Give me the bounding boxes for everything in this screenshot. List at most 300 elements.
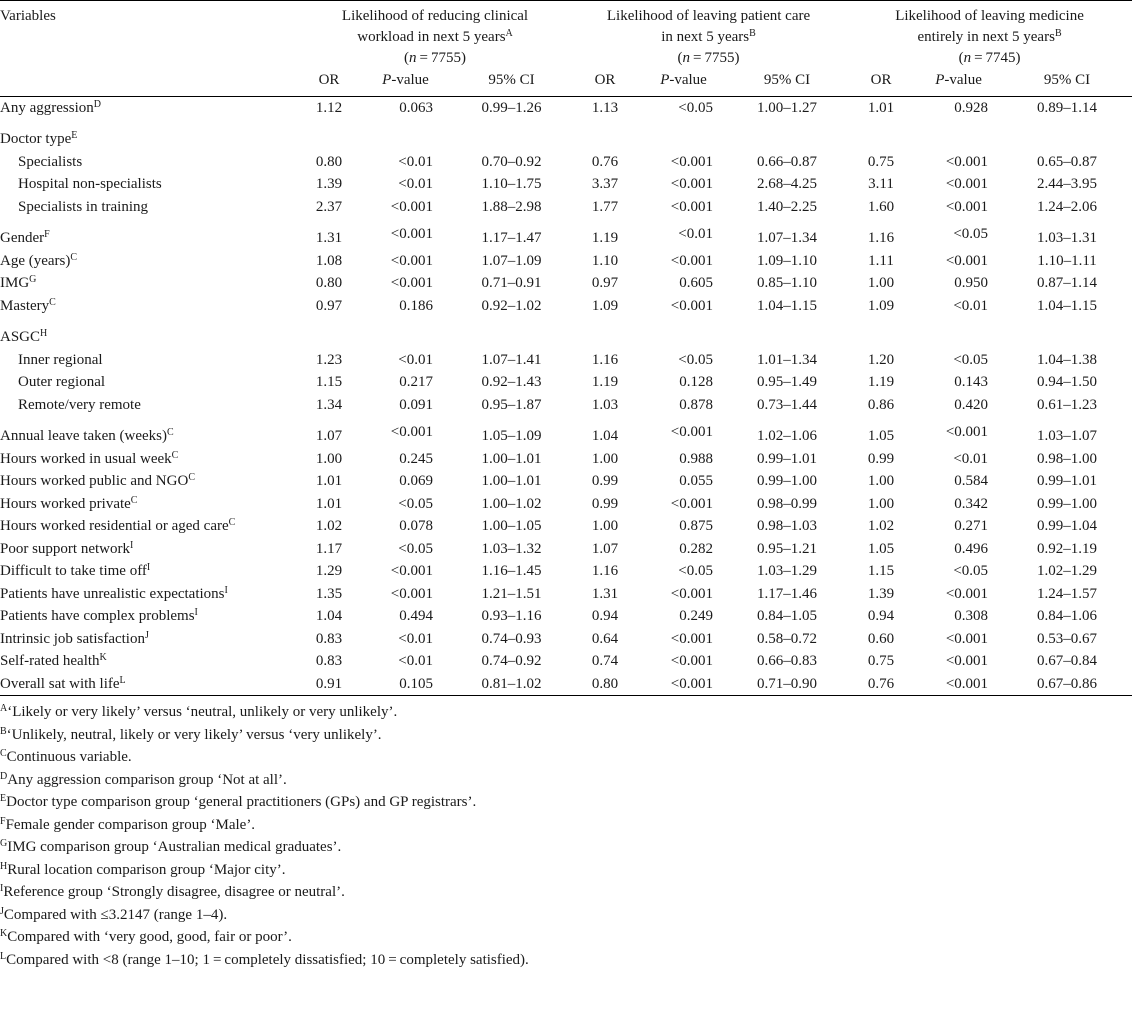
p-value-cell: <0.01 [678, 225, 714, 242]
row-label [0, 317, 300, 349]
p-value-column-header [640, 69, 727, 96]
odds-ratio-cell: 0.97 [315, 297, 343, 314]
group-footnote-marker: B [1054, 28, 1062, 39]
confidence-interval-cell: 1.21–1.51 [481, 585, 542, 602]
row-label-text: Specialists [18, 153, 83, 170]
p-value-cell: <0.001 [390, 423, 433, 440]
confidence-interval-cell: 1.00–1.01 [481, 473, 542, 489]
table-row [0, 628, 1132, 651]
row-label [0, 650, 300, 673]
p-value-cell: <0.001 [670, 153, 714, 170]
odds-ratio-cell: 0.75 [867, 153, 895, 170]
p-value-cell: <0.001 [945, 176, 989, 192]
footnote [0, 859, 1132, 882]
odds-ratio-cell: 0.97 [591, 275, 619, 291]
row-label [0, 673, 300, 696]
p-value-cell: <0.05 [398, 495, 433, 512]
p-value-cell: 0.063 [399, 99, 433, 116]
confidence-interval-cell [1002, 119, 1132, 151]
row-label [0, 371, 300, 394]
table-row [0, 349, 1132, 372]
p-value-cell: 0.496 [954, 540, 989, 557]
confidence-interval-cell: 0.84–1.06 [1037, 608, 1098, 624]
odds-ratio-cell: 1.00 [315, 450, 343, 467]
confidence-interval-cell: 1.88–2.98 [481, 198, 542, 215]
row-label-text: Age (years) [0, 252, 71, 269]
p-value-cell: <0.001 [640, 673, 727, 696]
p-value-cell: 0.128 [679, 374, 714, 390]
odds-ratio-cell: 0.94 [867, 608, 895, 624]
odds-ratio-cell: 1.09 [591, 297, 619, 314]
group-title-line1: Likelihood of leaving medicine [895, 8, 1084, 24]
p-value-column-header [915, 69, 1002, 96]
p-value-cell: <0.05 [953, 563, 989, 579]
p-value-cell: 0.605 [679, 275, 714, 291]
confidence-interval-cell: 0.95–1.87 [481, 396, 542, 413]
confidence-interval-cell: 0.93–1.16 [481, 608, 542, 624]
confidence-interval-cell: 1.40–2.25 [757, 198, 818, 215]
p-value-cell: 0.950 [954, 275, 989, 291]
footnote-marker: B [0, 725, 7, 737]
footnote-text: Reference group ‘Strongly disagree, disagree or neutral’. [3, 884, 345, 900]
p-value-cell: 0.245 [399, 450, 433, 467]
footnote-marker: H [0, 860, 8, 872]
odds-ratio-cell: 0.83 [315, 653, 343, 669]
table-row [0, 317, 1132, 349]
table-row [0, 493, 1132, 516]
confidence-interval-cell: 1.10–1.75 [481, 176, 542, 192]
odds-ratio-cell: 1.23 [315, 351, 343, 368]
confidence-interval-cell: 0.92–1.19 [1037, 540, 1098, 557]
footnote-marker: G [29, 274, 37, 285]
odds-ratio-cell: 1.34 [315, 396, 343, 413]
confidence-interval-cell: 1.03–1.29 [757, 563, 818, 579]
odds-ratio-cell: 1.39 [867, 585, 895, 602]
confidence-interval-cell: 0.58–0.72 [757, 630, 818, 647]
row-label-text: Remote/very remote [18, 396, 141, 413]
p-value-cell: 0.091 [399, 396, 433, 413]
p-value-cell: <0.01 [953, 450, 989, 467]
p-value-cell [358, 119, 453, 151]
footnote-text: ‘Likely or very likely’ versus ‘neutral, unlikely or very unlikely’. [7, 704, 398, 720]
p-value-cell: <0.001 [945, 198, 989, 215]
footnote-marker: J [144, 629, 149, 641]
row-label-text: Annual leave taken (weeks) [0, 428, 168, 444]
footnote-marker: I [194, 607, 198, 618]
odds-ratio-cell [570, 119, 640, 151]
footnotes [0, 701, 1132, 971]
footnote-marker: I [224, 584, 228, 596]
footnote-text: Female gender comparison group ‘Male’. [5, 816, 256, 833]
confidence-interval-cell: 0.98–1.03 [757, 518, 818, 534]
confidence-interval-cell: 0.67–0.84 [1037, 653, 1098, 669]
row-label [0, 250, 300, 273]
confidence-interval-cell: 0.95–1.21 [757, 540, 818, 557]
confidence-interval-cell: 1.10–1.11 [1037, 252, 1097, 269]
ci-column-header: 95% CI [727, 69, 847, 96]
odds-ratio-cell: 1.15 [315, 374, 343, 390]
p-value-cell: 0.308 [954, 608, 989, 624]
p-value-cell: <0.001 [945, 153, 989, 170]
row-label [0, 448, 300, 471]
odds-ratio-cell: 0.64 [591, 630, 619, 647]
confidence-interval-cell: 1.02–1.06 [757, 428, 818, 444]
p-value-cell: <0.05 [953, 351, 989, 368]
group-title-line2: entirely in next 5 years [917, 29, 1055, 45]
table-row [0, 448, 1132, 471]
footnote-marker: I [146, 562, 151, 573]
confidence-interval-cell: 1.05–1.09 [481, 428, 542, 444]
p-value-cell: <0.001 [670, 630, 714, 647]
confidence-interval-cell: 1.24–2.06 [1037, 198, 1098, 215]
p-value-cell: <0.001 [670, 423, 714, 440]
table-row [0, 583, 1132, 606]
odds-ratio-cell: 1.01 [867, 99, 895, 116]
confidence-interval-cell: 1.03–1.31 [1037, 230, 1098, 246]
footnote-marker: D [0, 770, 8, 782]
sample-size-value: = 7745 [971, 50, 1016, 66]
group-header-leave-medicine: Likelihood of leaving medicine entirely in next 5 years$^B$ (n = 7745) [847, 1, 1132, 70]
row-label [0, 515, 300, 538]
row-label [0, 349, 300, 372]
row-label [0, 119, 300, 151]
confidence-interval-cell: 1.00–1.02 [481, 495, 542, 512]
p-value-cell: <0.001 [390, 225, 433, 242]
footnote-marker: E [0, 793, 7, 804]
p-value-cell: <0.01 [398, 653, 433, 669]
row-label-text: Poor support network [0, 540, 130, 557]
odds-ratio-cell: 1.00 [591, 518, 619, 534]
row-label-text: ASGC [0, 329, 41, 345]
footnote-marker: J [0, 905, 4, 917]
row-label [0, 560, 300, 583]
footnote [0, 791, 1132, 814]
variables-header: Variables [0, 1, 300, 70]
group-header-reduce-workload: Likelihood of reducing clinical workload in next 5 years$^A$ (n = 7755) [300, 1, 570, 70]
footnote-marker: F [44, 229, 50, 240]
odds-ratio-cell: 1.19 [867, 374, 895, 390]
confidence-interval-cell: 0.67–0.86 [1002, 673, 1132, 696]
odds-ratio-cell: 1.04 [315, 608, 343, 624]
footnote-text: Any aggression comparison group ‘Not at all’. [7, 771, 287, 788]
odds-ratio-cell: 1.05 [867, 428, 895, 444]
footnote-marker: A [0, 703, 8, 714]
or-column-header: OR [847, 69, 915, 96]
p-value-cell: <0.001 [945, 423, 989, 440]
confidence-interval-cell: 0.65–0.87 [1037, 153, 1098, 170]
p-value-cell: 0.105 [358, 673, 453, 696]
odds-ratio-cell: 1.29 [315, 563, 343, 579]
row-label-text: Self-rated health [0, 653, 100, 669]
p-value-cell: <0.001 [670, 176, 714, 192]
p-value-cell [640, 119, 727, 151]
table-row [0, 538, 1132, 561]
odds-ratio-cell: 1.60 [867, 198, 895, 215]
p-italic: P [382, 72, 392, 88]
table-row [0, 196, 1132, 219]
odds-ratio-cell [300, 317, 358, 349]
row-label-text: Patients have unrealistic expectations [0, 585, 225, 602]
or-column-header: OR [300, 69, 358, 96]
odds-ratio-cell: 0.75 [867, 653, 895, 669]
sample-size-value: = 7755 [416, 50, 461, 66]
table-row [0, 96, 1132, 119]
odds-ratio-cell: 1.10 [591, 252, 619, 269]
odds-ratio-cell: 1.19 [591, 230, 619, 246]
confidence-interval-cell: 1.04–1.15 [1037, 297, 1098, 314]
p-value-column-header [358, 69, 453, 96]
sample-size-value: = 7755 [690, 50, 735, 66]
table-row [0, 272, 1132, 295]
p-value-cell: <0.05 [678, 563, 714, 579]
p-value-cell [640, 317, 727, 349]
p-value-cell: 0.271 [954, 518, 989, 534]
table-row [0, 470, 1132, 493]
row-label-text: Specialists in training [18, 198, 148, 215]
row-label [0, 218, 300, 250]
p-value-cell: 0.420 [954, 396, 989, 413]
ci-column-header: 95% CI [453, 69, 570, 96]
table-body [0, 96, 1132, 696]
odds-ratio-cell: 1.07 [315, 428, 343, 444]
odds-ratio-cell: 1.16 [591, 351, 619, 368]
footnote-text: Compared with ‘very good, good, fair or poor’. [7, 929, 292, 945]
p-value-cell: <0.001 [390, 275, 433, 291]
odds-ratio-cell: 1.02 [315, 518, 343, 534]
odds-ratio-cell: 3.37 [591, 176, 619, 192]
footnote [0, 746, 1132, 769]
p-value-cell: 0.069 [399, 473, 433, 489]
footnote-marker: C [171, 449, 179, 461]
p-value-cell: <0.001 [670, 495, 714, 512]
ci-column-header: 95% CI [1002, 69, 1132, 96]
confidence-interval-cell: 0.81–1.02 [453, 673, 570, 696]
row-label-text: Inner regional [18, 351, 103, 368]
confidence-interval-cell: 0.99–1.01 [757, 450, 818, 467]
confidence-interval-cell: 1.01–1.34 [757, 351, 818, 368]
p-value-cell: 0.875 [679, 518, 714, 534]
p-value-cell: 0.584 [954, 473, 989, 489]
confidence-interval-cell: 0.99–1.00 [757, 473, 818, 489]
footnote-marker: H [40, 328, 48, 339]
sample-size-label: n [963, 50, 972, 66]
footnote-marker: K [0, 928, 8, 939]
footnote [0, 836, 1132, 859]
odds-ratio-cell: 1.11 [868, 252, 894, 269]
footnote-marker: L [0, 950, 7, 962]
confidence-interval-cell: 2.44–3.95 [1037, 176, 1098, 192]
odds-ratio-cell: 1.31 [591, 585, 619, 602]
row-label-text: Hours worked public and NGO [0, 473, 189, 489]
confidence-interval-cell: 0.98–0.99 [757, 495, 818, 512]
odds-ratio-cell: 1.00 [867, 275, 895, 291]
row-label [0, 583, 300, 606]
odds-ratio-cell: 0.99 [867, 450, 895, 467]
p-value-cell: <0.001 [390, 252, 433, 269]
confidence-interval-cell [727, 119, 847, 151]
p-value-cell: <0.001 [670, 585, 714, 602]
table-row [0, 515, 1132, 538]
odds-ratio-cell: 0.76 [591, 153, 619, 170]
confidence-interval-cell: 1.04–1.38 [1037, 351, 1098, 368]
footnote-marker: C [70, 251, 78, 263]
p-value-cell [915, 119, 1002, 151]
footnote [0, 724, 1132, 747]
p-italic: P [660, 72, 670, 88]
confidence-interval-cell: 0.95–1.49 [757, 374, 818, 390]
table-row [0, 394, 1132, 417]
odds-ratio-cell: 0.99 [591, 495, 619, 512]
confidence-interval-cell: 0.99–1.01 [1037, 473, 1098, 489]
confidence-interval-cell: 0.99–1.26 [481, 99, 542, 116]
confidence-interval-cell: 1.00–1.05 [481, 518, 542, 534]
p-value-cell: 0.988 [679, 450, 714, 467]
footnote [0, 769, 1132, 792]
footnote-text: Continuous variable. [6, 749, 132, 765]
confidence-interval-cell: 1.09–1.10 [757, 252, 818, 269]
confidence-interval-cell: 1.03–1.07 [1037, 428, 1098, 444]
confidence-interval-cell: 1.17–1.46 [757, 585, 818, 602]
row-label [0, 295, 300, 318]
p-value-cell: <0.05 [398, 540, 433, 557]
table-header [0, 1, 1132, 97]
confidence-interval-cell [727, 317, 847, 349]
sample-size-label: n [682, 50, 691, 66]
confidence-interval-cell: 1.03–1.32 [481, 540, 542, 557]
row-label-text: Overall sat with life [0, 675, 120, 692]
footnote-marker: C [167, 427, 174, 438]
footnote-marker: I [0, 883, 4, 894]
p-value-cell: <0.01 [398, 630, 433, 647]
row-label-text: Difficult to take time off [0, 563, 147, 579]
odds-ratio-cell: 1.02 [867, 518, 895, 534]
p-value-cell: <0.001 [670, 297, 714, 314]
row-label [0, 493, 300, 516]
p-suffix: -value [391, 72, 429, 88]
group-title-line1: Likelihood of reducing clinical [341, 8, 529, 24]
confidence-interval-cell: 0.99–1.04 [1037, 518, 1098, 534]
confidence-interval-cell: 1.07–1.09 [481, 252, 542, 269]
footnote [0, 881, 1132, 904]
confidence-interval-cell: 0.84–1.05 [757, 608, 818, 624]
table-row [0, 218, 1132, 250]
confidence-interval-cell: 0.87–1.14 [1037, 275, 1098, 291]
row-label-text: Doctor type [0, 131, 72, 147]
odds-ratio-cell: 0.99 [591, 473, 619, 489]
confidence-interval-cell: 0.71–0.91 [481, 275, 542, 291]
odds-ratio-cell: 0.60 [867, 630, 895, 647]
footnote-marker: F [0, 815, 6, 827]
p-value-cell: <0.001 [670, 653, 714, 669]
row-label [0, 605, 300, 628]
footnote-marker: C [228, 517, 236, 528]
confidence-interval-cell: 0.94–1.50 [1037, 374, 1098, 390]
header-group-row [0, 1, 1132, 70]
confidence-interval-cell: 0.85–1.10 [757, 275, 818, 291]
blank-header-cell [0, 69, 300, 96]
row-label-text: Hours worked private [0, 495, 131, 512]
row-label-text: Patients have complex problems [0, 608, 195, 624]
p-value-cell: 0.143 [954, 374, 989, 390]
footnote-marker: C [130, 494, 138, 506]
p-value-cell: 0.055 [679, 473, 714, 489]
confidence-interval-cell: 0.74–0.92 [481, 653, 542, 669]
footnote-marker: G [0, 838, 8, 849]
row-label [0, 416, 300, 448]
table-row [0, 371, 1132, 394]
p-value-cell: <0.001 [945, 653, 989, 669]
p-value-cell: <0.001 [945, 585, 989, 602]
confidence-interval-cell: 0.61–1.23 [1037, 396, 1098, 413]
p-value-cell: <0.001 [945, 630, 989, 647]
table-row [0, 416, 1132, 448]
row-label-text: Hours worked in usual week [0, 450, 172, 467]
odds-ratio-cell: 1.01 [315, 473, 343, 489]
confidence-interval-cell: 1.02–1.29 [1037, 563, 1098, 579]
footnote-marker: C [49, 296, 56, 308]
or-column-header: OR [570, 69, 640, 96]
odds-ratio-cell: 1.00 [867, 473, 895, 489]
p-value-cell: <0.05 [678, 351, 714, 368]
row-label-text: Gender [0, 230, 45, 246]
footnote-marker: L [119, 674, 126, 686]
p-value-cell: <0.001 [390, 563, 433, 579]
odds-ratio-cell: 3.11 [868, 176, 894, 192]
footnote-text: Doctor type comparison group ‘general practitioners (GPs) and GP registrars’. [6, 794, 477, 810]
p-value-cell: <0.001 [390, 198, 433, 215]
row-label-text: Hours worked residential or aged care [0, 518, 229, 534]
confidence-interval-cell: 2.68–4.25 [757, 176, 818, 192]
group-title-line1: Likelihood of leaving patient care [606, 8, 811, 24]
odds-ratio-cell [570, 317, 640, 349]
odds-ratio-cell: 1.03 [591, 396, 619, 413]
footnote-marker: I [130, 539, 134, 551]
row-label-text: Any aggression [0, 99, 94, 116]
confidence-interval-cell: 0.71–0.90 [727, 673, 847, 696]
odds-ratio-cell: 0.91 [300, 673, 358, 696]
p-italic: P [935, 72, 945, 88]
p-value-cell: 0.494 [399, 608, 433, 624]
row-label [0, 196, 300, 219]
row-label-text: Intrinsic job satisfaction [0, 630, 145, 647]
row-label-text: IMG [0, 275, 30, 291]
p-value-cell: <0.001 [945, 252, 989, 269]
odds-ratio-cell: 1.16 [591, 563, 619, 579]
confidence-interval-cell [453, 317, 570, 349]
confidence-interval-cell: 0.89–1.14 [1037, 99, 1098, 116]
table-row [0, 605, 1132, 628]
p-value-cell: <0.05 [953, 225, 989, 242]
p-value-cell: <0.05 [678, 99, 714, 116]
confidence-interval-cell: 1.07–1.41 [481, 351, 542, 368]
odds-ratio-cell: 1.08 [315, 252, 343, 269]
confidence-interval-cell: 0.92–1.02 [481, 297, 542, 314]
footnote-text: Rural location comparison group ‘Major city’. [7, 861, 286, 878]
odds-ratio-cell: 1.13 [591, 99, 619, 116]
footnote [0, 949, 1132, 972]
odds-ratio-cell: 0.74 [591, 653, 619, 669]
row-label [0, 151, 300, 174]
row-label [0, 272, 300, 295]
sample-size-label: n [409, 50, 417, 66]
table-row [0, 673, 1132, 696]
confidence-interval-cell: 1.17–1.47 [481, 230, 542, 246]
footnote-marker: D [93, 98, 101, 110]
table-row [0, 650, 1132, 673]
odds-ratio-cell: 1.19 [591, 374, 619, 390]
group-footnote-marker: B [749, 28, 756, 39]
p-value-cell: <0.001 [390, 585, 433, 602]
